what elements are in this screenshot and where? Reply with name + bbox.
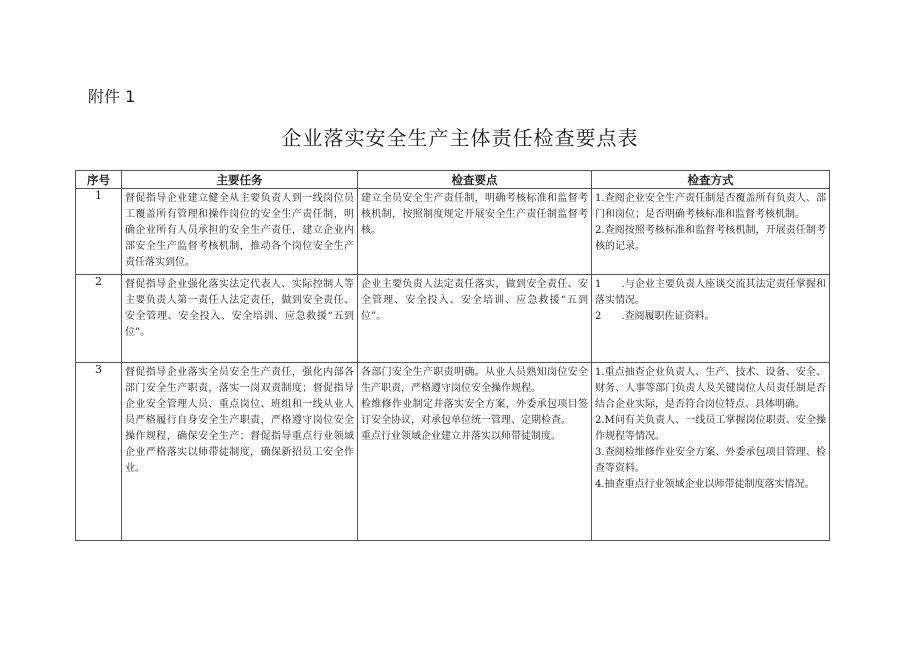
point-item: 重点行业领域企业建立并落实以师带徒制度。 bbox=[361, 431, 561, 442]
method-item: 3.查阅检维修作业安全方案、外委承包项目管理、检查等资料。 bbox=[595, 447, 826, 474]
points-text: 建立全员安全生产责任制，明确考核标准和监督考核机制，按照制度规定开展安全生产责任制监督考核。 bbox=[361, 193, 588, 236]
method-item: 2 .查阅履职佐证资料。 bbox=[595, 311, 715, 322]
methods-cell bbox=[592, 189, 830, 275]
task-cell bbox=[122, 189, 358, 275]
attachment-label: 附件 1 bbox=[88, 87, 136, 106]
methods-list bbox=[592, 363, 829, 495]
points-text: 企业主要负责人法定责任落实，做到安全责任、安全管理、安全投入、安全培训、应急救援“五到位”。 bbox=[361, 279, 588, 322]
checklist-table bbox=[75, 170, 830, 541]
table-row bbox=[76, 363, 830, 541]
table-header-row bbox=[76, 171, 830, 189]
task-cell bbox=[122, 275, 358, 363]
header-task: 主要任务 bbox=[122, 171, 358, 189]
table-row bbox=[76, 275, 830, 363]
method-item: 4.抽查重点行业领域企业以师带徒制度落实情况。 bbox=[595, 479, 815, 490]
methods-cell bbox=[592, 363, 830, 541]
row-number: 2 bbox=[76, 275, 122, 363]
task-text: 督促指导企业强化落实法定代表人、实际控制人等主要负责人第一责任人法定责任，做到安全责任、安全管理、安全投入、安全培训、应急救援“五到位”。 bbox=[125, 279, 354, 338]
points-cell bbox=[358, 189, 592, 275]
methods-cell bbox=[592, 275, 830, 363]
task-text: 督促指导企业建立健全从主要负责人到一线岗位员工覆盖所有管理和操作岗位的安全生产责任制，明确企业所有人员承担的安全生产责任，建立企业内部安全生产监督考核机制，推动各个岗位安全生产责任落实到位。 bbox=[125, 193, 354, 268]
points-list bbox=[358, 363, 591, 447]
header-num: 序号 bbox=[76, 171, 122, 189]
method-item: 1.重点抽查企业负责人、生产、技术、设备、安全、财务、人事等部门负责人及关键岗位人员责任制是否结合企业实际，是否符合岗位特点、具体明确。 bbox=[595, 367, 826, 410]
point-item: 检维修作业制定并落实安全方案，外委承包项目签订安全协议，对承包单位统一管理、定期检查。 bbox=[361, 399, 588, 426]
row-number: 1 bbox=[76, 189, 122, 275]
table-row bbox=[76, 189, 830, 275]
methods-list bbox=[592, 189, 829, 257]
row-number: 3 bbox=[76, 363, 122, 541]
page-title: 企业落实安全生产主体责任检查要点表 bbox=[281, 126, 639, 150]
header-points: 检查要点 bbox=[358, 171, 592, 189]
header-methods: 检查方式 bbox=[592, 171, 830, 189]
points-cell bbox=[358, 363, 592, 541]
point-item: 各部门安全生产职责明确。从业人员熟知岗位安全生产职责，严格遵守岗位安全操作规程。 bbox=[361, 367, 588, 394]
method-item: 2.M问有关负责人、一线员工掌握岗位职责、安全操作规程等情况。 bbox=[595, 415, 826, 442]
method-item: 1 .与企业主要负责人座谈交流其法定责任掌握和落实情况。 bbox=[595, 279, 826, 306]
task-cell bbox=[122, 363, 358, 541]
methods-list bbox=[592, 275, 829, 327]
points-cell bbox=[358, 275, 592, 363]
task-text: 督促指导企业落实全员安全生产责任，强化内部各部门安全生产职责，落实一岗双责制度；督促指导企业安全管理人员、重点岗位、班组和一线从业人员严格履行自身安全生产职责，严格遵守岗位安全操作规程，确保安全生产；督促指导重点行业领域企业严格落实以师带徒制度，确保新招员工安全作业。 bbox=[125, 367, 354, 474]
method-item: 2.查阅按照考核标准和监督考核机制，开展责任制考核的记录。 bbox=[595, 225, 826, 252]
method-item: 1.查阅企业安全生产责任制是否覆盖所有负责人、部门和岗位；是否明确考核标准和监督考核机制。 bbox=[595, 193, 826, 220]
